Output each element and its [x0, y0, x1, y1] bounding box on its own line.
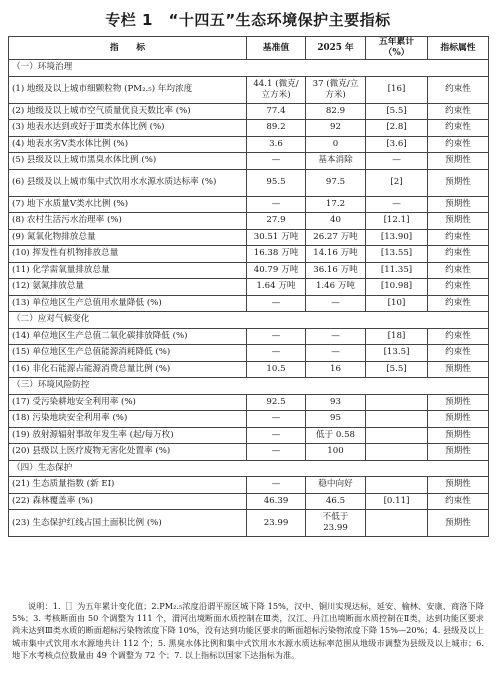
baseline-cell: — — [247, 477, 306, 494]
header-row — [9, 37, 489, 60]
cumulative-cell: [10] — [366, 295, 428, 312]
table-row — [9, 76, 489, 103]
section-label: （二）应对气候变化 — [9, 312, 489, 329]
attribute-cell: 约束性 — [428, 246, 489, 263]
baseline-cell: 10.5 — [247, 361, 306, 378]
baseline-cell: 30.51 万吨 — [247, 229, 306, 246]
baseline-cell: — — [247, 295, 306, 312]
table-row — [9, 295, 489, 312]
indicator-cell: (9) 氮氧化物排放总量 — [9, 229, 247, 246]
cumulative-cell — [366, 394, 428, 411]
indicator-cell: (3) 地表水达到或好于Ⅲ类水体比例 (%) — [9, 120, 247, 137]
indicator-cell: (6) 县级及以上城市集中式饮用水水源水质达标率 (%) — [9, 169, 247, 196]
table-row — [9, 246, 489, 263]
header-indicator: 指 标 — [9, 37, 247, 60]
indicator-cell: (5) 县级及以上城市黑臭水体比例 (%) — [9, 153, 247, 170]
table-row — [9, 328, 489, 345]
cumulative-cell: [3.6] — [366, 136, 428, 153]
target-cell: 92 — [306, 120, 366, 137]
target-cell: 0 — [306, 136, 366, 153]
attribute-cell: 约束性 — [428, 295, 489, 312]
cumulative-cell: [12.1] — [366, 213, 428, 230]
header-attribute: 指标属性 — [428, 37, 489, 60]
indicator-cell: (19) 放射源辐射事故年发生率 (起/每万枚) — [9, 427, 247, 444]
attribute-cell: 约束性 — [428, 76, 489, 103]
baseline-cell: 23.99 — [247, 510, 306, 537]
section-row — [9, 378, 489, 395]
target-cell: 36.16 万吨 — [306, 262, 366, 279]
cumulative-cell — [366, 477, 428, 494]
section-row — [9, 60, 489, 77]
table-row — [9, 103, 489, 120]
cumulative-cell — [366, 411, 428, 428]
table-row — [9, 510, 489, 537]
cumulative-cell: — — [366, 153, 428, 170]
section-row — [9, 312, 489, 329]
baseline-cell: 46.39 — [247, 493, 306, 510]
baseline-cell: — — [247, 444, 306, 461]
indicator-cell: (12) 氨氮排放总量 — [9, 279, 247, 296]
baseline-cell: 77.4 — [247, 103, 306, 120]
attribute-cell: 约束性 — [428, 328, 489, 345]
table-row — [9, 136, 489, 153]
target-cell: 不低于 23.99 — [306, 510, 366, 537]
header-baseline: 基准值 — [247, 37, 306, 60]
baseline-cell: 27.9 — [247, 213, 306, 230]
attribute-cell: 约束性 — [428, 345, 489, 362]
section-label: （三）环境风险防控 — [9, 378, 489, 395]
indicator-cell: (16) 非化石能源占能源消费总量比例 (%) — [9, 361, 247, 378]
cumulative-cell: [2.8] — [366, 120, 428, 137]
baseline-cell: 40.79 万吨 — [247, 262, 306, 279]
header-target: 2025 年 — [306, 37, 366, 60]
cumulative-cell: [10.98] — [366, 279, 428, 296]
attribute-cell: 预期性 — [428, 394, 489, 411]
baseline-cell: — — [247, 153, 306, 170]
target-cell: 稳中向好 — [306, 477, 366, 494]
target-cell: 16 — [306, 361, 366, 378]
table-row — [9, 427, 489, 444]
table-body — [9, 60, 489, 537]
attribute-cell: 预期性 — [428, 444, 489, 461]
target-cell: 1.46 万吨 — [306, 279, 366, 296]
indicator-cell: (7) 地下水质量Ⅴ类水比例 (%) — [9, 196, 247, 213]
target-cell: 低于 0.58 — [306, 427, 366, 444]
attribute-cell: 预期性 — [428, 153, 489, 170]
attribute-cell: 预期性 — [428, 477, 489, 494]
baseline-cell: 16.38 万吨 — [247, 246, 306, 263]
cumulative-cell: [11.35] — [366, 262, 428, 279]
cumulative-cell — [366, 427, 428, 444]
target-cell: 97.5 — [306, 169, 366, 196]
attribute-cell: 预期性 — [428, 361, 489, 378]
target-cell: — — [306, 295, 366, 312]
indicator-cell: (8) 农村生活污水治理率 (%) — [9, 213, 247, 230]
indicator-cell: (22) 森林覆盖率 (%) — [9, 493, 247, 510]
attribute-cell: 预期性 — [428, 213, 489, 230]
table-row — [9, 196, 489, 213]
attribute-cell: 约束性 — [428, 262, 489, 279]
baseline-cell: — — [247, 196, 306, 213]
attribute-cell: 预期性 — [428, 169, 489, 196]
cumulative-cell: [13.90] — [366, 229, 428, 246]
notes: 说明：1.［］为五年累计变化值；2.PM₂.₅浓度沿谓平原区城下降 15%，汉中、铜川实现达标，延安、榆林、安康、商洛下降 5%；3. 考核断面由 50 个调整为 111 个，渭河出境断面水质控制在Ⅲ类，汉江、丹江出境断面水质控制在Ⅱ类，达到功能区要求尚未达到Ⅲ类水质的断面超标污染物浓度下降 10%，没有达到功能区要求的断面超标污染物浓度下降 15%—20%；4. 县级及以上城市集中式饮用水水源地共计 112 个；5. 黑臭水体比例和集中式饮用水水源水质达标率范围从地级市调整为县级及以上城市；6. 地下水考核点位数量由 49 个调整为 72 个；7. 以上指标以国家下达指标为准。 — [12, 601, 484, 660]
target-cell: 40 — [306, 213, 366, 230]
cumulative-cell: [18] — [366, 328, 428, 345]
table-row — [9, 361, 489, 378]
attribute-cell: 预期性 — [428, 510, 489, 537]
baseline-cell: — — [247, 328, 306, 345]
target-cell: 26.27 万吨 — [306, 229, 366, 246]
baseline-cell: 92.5 — [247, 394, 306, 411]
table-row — [9, 229, 489, 246]
table-row — [9, 444, 489, 461]
baseline-cell: 3.6 — [247, 136, 306, 153]
cumulative-cell: [0.11] — [366, 493, 428, 510]
target-cell: 100 — [306, 444, 366, 461]
target-cell: 37 (微克/立方米) — [306, 76, 366, 103]
indicator-cell: (14) 单位地区生产总值二氧化碳排放降低 (%) — [9, 328, 247, 345]
attribute-cell: 约束性 — [428, 103, 489, 120]
baseline-cell: 44.1 (微克/立方米) — [247, 76, 306, 103]
table-row — [9, 213, 489, 230]
baseline-cell: — — [247, 427, 306, 444]
baseline-cell: — — [247, 345, 306, 362]
section-row — [9, 460, 489, 477]
cumulative-cell — [366, 444, 428, 461]
target-cell: 93 — [306, 394, 366, 411]
indicator-cell: (15) 单位地区生产总值能源消耗降低 (%) — [9, 345, 247, 362]
target-cell: 95 — [306, 411, 366, 428]
target-cell: 46.5 — [306, 493, 366, 510]
table-row — [9, 262, 489, 279]
target-cell: — — [306, 328, 366, 345]
indicator-cell: (20) 县级以上医疗废物无害化处置率 (%) — [9, 444, 247, 461]
baseline-cell: 95.5 — [247, 169, 306, 196]
table-row — [9, 411, 489, 428]
target-cell: 基本消除 — [306, 153, 366, 170]
table-row — [9, 120, 489, 137]
header-cumulative: 五年累计（%） — [366, 37, 428, 60]
indicator-cell: (23) 生态保护红线占国土面积比例 (%) — [9, 510, 247, 537]
section-label: （四）生态保护 — [9, 460, 489, 477]
section-label: （一）环境治理 — [9, 60, 489, 77]
target-cell: 17.2 — [306, 196, 366, 213]
baseline-cell: 1.64 万吨 — [247, 279, 306, 296]
indicator-cell: (2) 地级及以上城市空气质量优良天数比率 (%) — [9, 103, 247, 120]
target-cell: 14.16 万吨 — [306, 246, 366, 263]
table-row — [9, 169, 489, 196]
cumulative-cell: [16] — [366, 76, 428, 103]
baseline-cell: — — [247, 411, 306, 428]
indicator-cell: (1) 地级及以上城市细颗粒物 (PM₂.₅) 年均浓度 — [9, 76, 247, 103]
cumulative-cell: [13.5] — [366, 345, 428, 362]
table-row — [9, 493, 489, 510]
table-title: 专栏 1 “十四五”生态环境保护主要指标 — [105, 11, 391, 29]
attribute-cell: 约束性 — [428, 120, 489, 137]
attribute-cell: 预期性 — [428, 411, 489, 428]
cumulative-cell: [5.5] — [366, 361, 428, 378]
indicator-table — [8, 36, 489, 537]
attribute-cell: 约束性 — [428, 279, 489, 296]
baseline-cell: 89.2 — [247, 120, 306, 137]
cumulative-cell: — — [366, 196, 428, 213]
table-row — [9, 477, 489, 494]
indicator-cell: (18) 污染地块安全利用率 (%) — [9, 411, 247, 428]
table-row — [9, 279, 489, 296]
indicator-cell: (4) 地表水劣Ⅴ类水体比例 (%) — [9, 136, 247, 153]
attribute-cell: 预期性 — [428, 427, 489, 444]
attribute-cell: 约束性 — [428, 136, 489, 153]
table-row — [9, 394, 489, 411]
target-cell: 82.9 — [306, 103, 366, 120]
attribute-cell: 约束性 — [428, 493, 489, 510]
cumulative-cell: [5.5] — [366, 103, 428, 120]
indicator-cell: (21) 生态质量指数 (新 EI) — [9, 477, 247, 494]
table-row — [9, 345, 489, 362]
cumulative-cell — [366, 510, 428, 537]
indicator-cell: (13) 单位地区生产总值用水量降低 (%) — [9, 295, 247, 312]
cumulative-cell: [2] — [366, 169, 428, 196]
indicator-cell: (11) 化学需氧量排放总量 — [9, 262, 247, 279]
table-row — [9, 153, 489, 170]
indicator-cell: (17) 受污染耕地安全利用率 (%) — [9, 394, 247, 411]
cumulative-cell: [13.55] — [366, 246, 428, 263]
indicator-cell: (10) 挥发性有机物排放总量 — [9, 246, 247, 263]
target-cell: — — [306, 345, 366, 362]
attribute-cell: 约束性 — [428, 229, 489, 246]
attribute-cell: 预期性 — [428, 196, 489, 213]
